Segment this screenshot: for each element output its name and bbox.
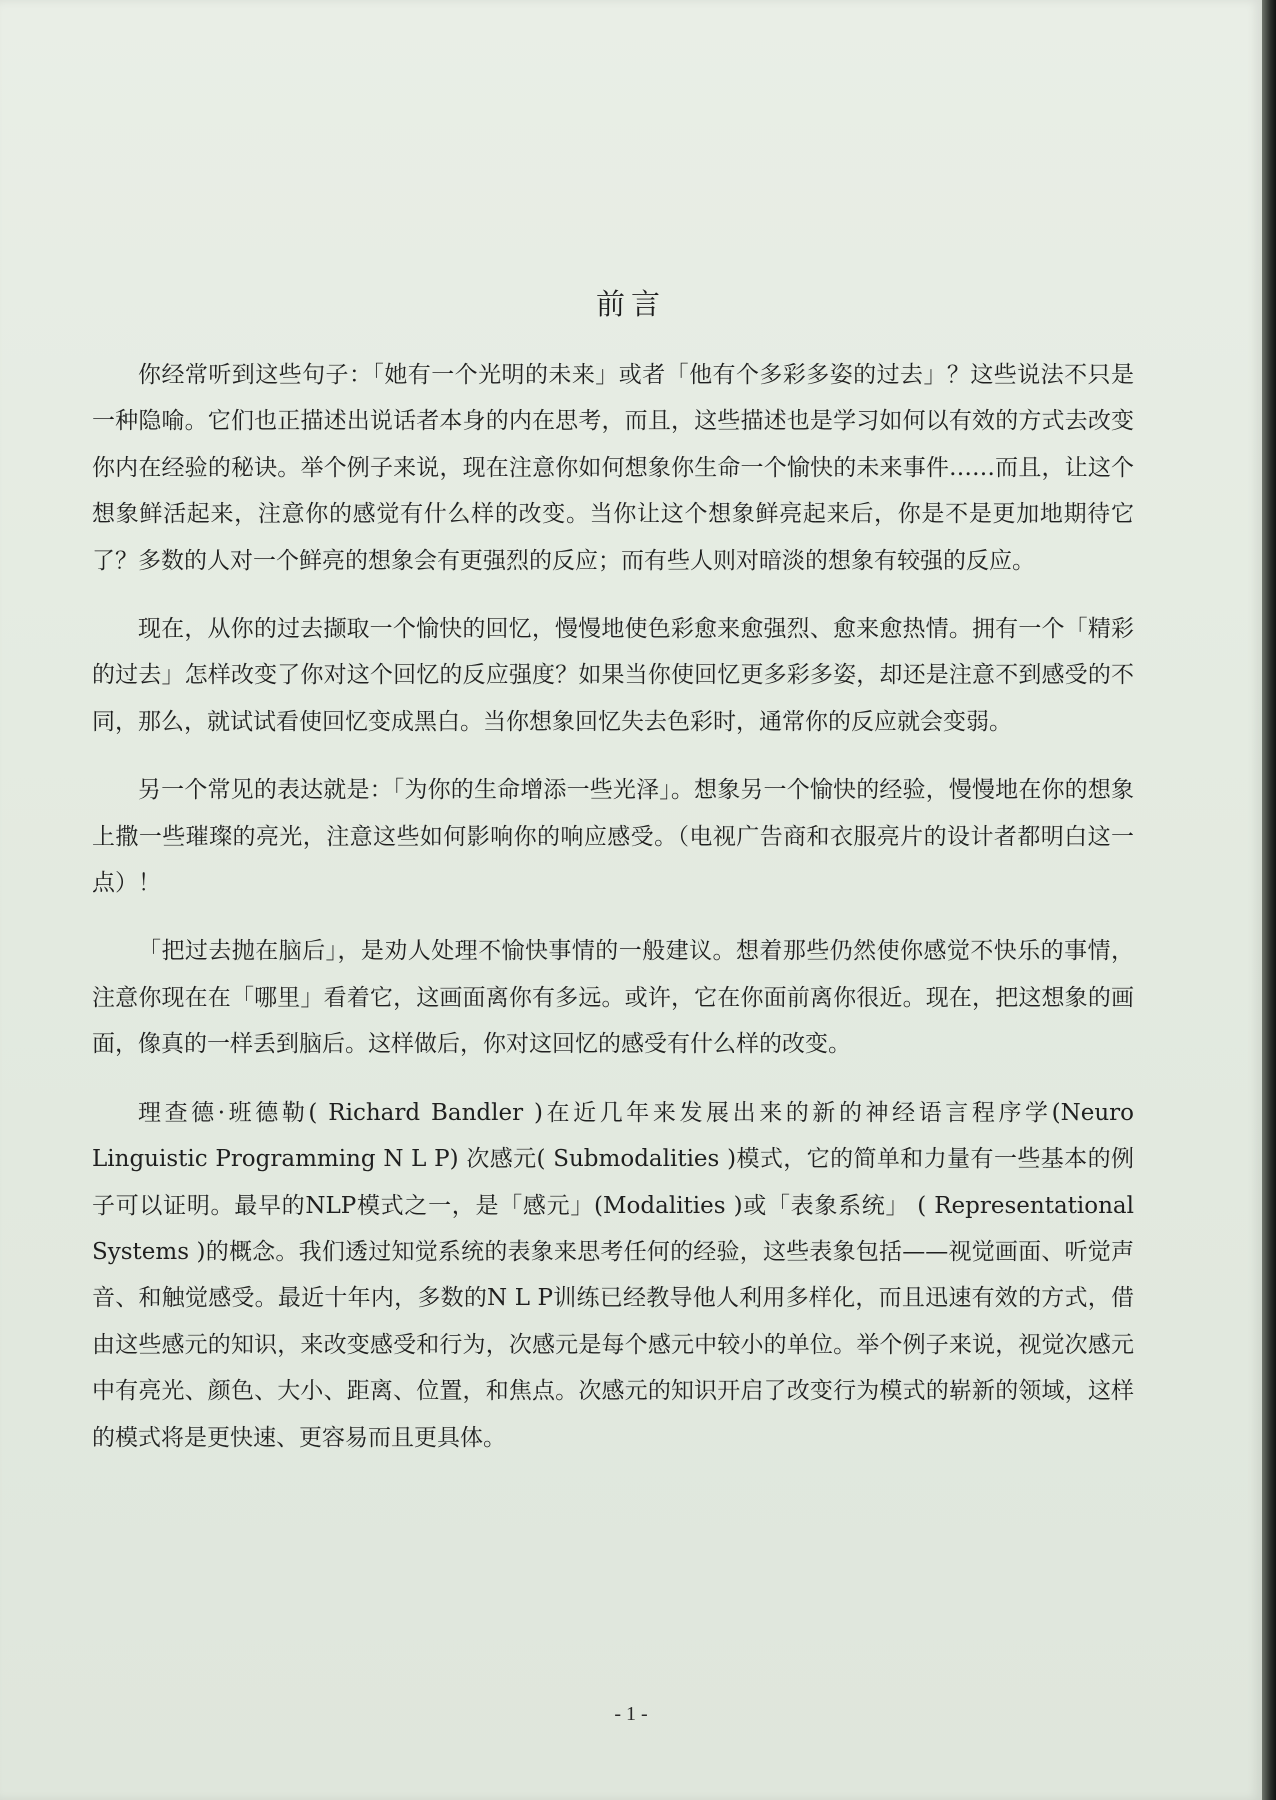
- paragraph-4: 「把过去抛在脑后」，是劝人处理不愉快事情的一般建议。想着那些仍然使你感觉不快乐的事情，注意你现在在「哪里」看着它，这画面离你有多远。或许，它在你面前离你很近。现在，把这想象的画面，像真的一样丢到脑后。这样做后，你对这回忆的感受有什么样的改变。: [92, 938, 1134, 1058]
- paragraph-5: 理查德·班德勒( Richard Bandler )在近几年来发展出来的新的神经语言程序学(Neuro Linguistic Programming N L P) 次感元( Submodalities )模式，它的简单和力量有一些基本的例子可以证明。最早的NLP模式之一，是「感元」(Modalities )或「表象系统」 ( Representational Systems )的概念。我们透过知觉系统的表象来思考任何的经验，这些表象包括——视觉画面、听觉声音、和触觉感受。最近十年内，多数的N L P训练已经教导他人利用多样化，而且迅速有效的方式，借由这些感元的知识，来改变感受和行为，次感元是每个感元中较小的单位。举个例子来说，视觉次感元中有亮光、颜色、大小、距离、位置，和焦点。次感元的知识开启了改变行为模式的崭新的领域，这样的模式将是更快速、更容易而且更具体。: [92, 1099, 1134, 1451]
- document-body: [92, 352, 1134, 1483]
- page-title: 前言: [595, 287, 666, 321]
- page-number: - 1 -: [614, 1703, 648, 1725]
- paragraph-1: 你经常听到这些句子：「她有一个光明的未来」或者「他有个多彩多姿的过去」？这些说法不只是一种隐喻。它们也正描述出说话者本身的内在思考，而且，这些描述也是学习如何以有效的方式去改变你内在经验的秘诀。举个例子来说，现在注意你如何想象你生命一个愉快的未来事件……而且，让这个想象鲜活起来，注意你的感觉有什么样的改变。当你让这个想象鲜亮起来后，你是不是更加地期待它了？多数的人对一个鲜亮的想象会有更强烈的反应；而有些人则对暗淡的想象有较强的反应。: [92, 362, 1134, 574]
- page-edge-shadow: [1262, 0, 1276, 1800]
- paragraph-3: 另一个常见的表达就是：「为你的生命增添一些光泽」。想象另一个愉快的经验，慢慢地在你的想象上撒一些璀璨的亮光，注意这些如何影响你的响应感受。（电视广告商和衣服亮片的设计者都明白这一点）！: [92, 777, 1134, 897]
- paragraph-2: 现在，从你的过去撷取一个愉快的回忆，慢慢地使色彩愈来愈强烈、愈来愈热情。拥有一个「精彩的过去」怎样改变了你对这个回忆的反应强度？如果当你使回忆更多彩多姿，却还是注意不到感受的不同，那么，就试试看使回忆变成黑白。当你想象回忆失去色彩时，通常你的反应就会变弱。: [92, 616, 1134, 735]
